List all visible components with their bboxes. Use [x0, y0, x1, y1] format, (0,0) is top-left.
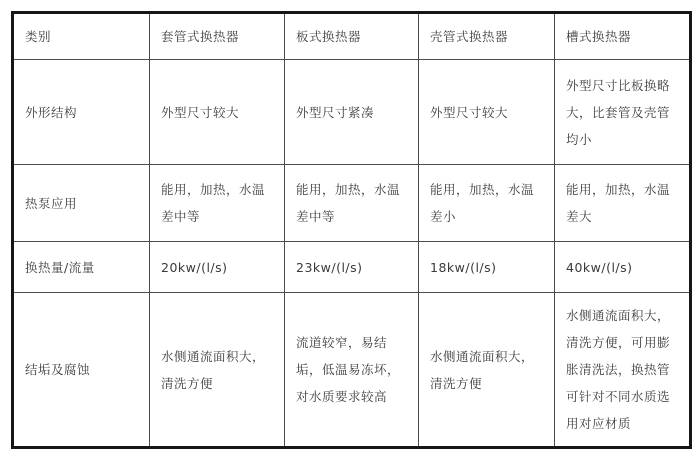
cell: 流道较窄，易结垢，低温易冻坏，对水质要求较高: [285, 293, 419, 448]
header-cell-category: 类别: [13, 13, 150, 60]
cell: 能用，加热，水温差中等: [285, 165, 419, 242]
header-cell-double-pipe: 套管式换热器: [150, 13, 285, 60]
cell: 水侧通流面积大，清洗方便，可用膨胀清洗法，换热管可针对不同水质选用对应材质: [555, 293, 691, 448]
cell: 23kw/(l/s): [285, 242, 419, 293]
row-label: 换热量/流量: [13, 242, 150, 293]
cell: 18kw/(l/s): [419, 242, 555, 293]
cell: 外型尺寸较大: [419, 60, 555, 165]
header-row: [13, 13, 691, 60]
cell: 水侧通流面积大，清洗方便: [419, 293, 555, 448]
cell: 外型尺寸较大: [150, 60, 285, 165]
table-row-shape: [13, 60, 691, 165]
table-row-fouling-corrosion: [13, 293, 691, 448]
row-label: 热泵应用: [13, 165, 150, 242]
cell: 外型尺寸比板换略大，比套管及壳管均小: [555, 60, 691, 165]
table-row-heatpump-use: [13, 165, 691, 242]
cell: 能用，加热，水温差大: [555, 165, 691, 242]
cell: 能用，加热，水温差中等: [150, 165, 285, 242]
header-cell-shell-tube: 壳管式换热器: [419, 13, 555, 60]
cell: 水侧通流面积大，清洗方便: [150, 293, 285, 448]
cell: 40kw/(l/s): [555, 242, 691, 293]
cell: 20kw/(l/s): [150, 242, 285, 293]
row-label: 结垢及腐蚀: [13, 293, 150, 448]
heat-exchanger-comparison-table: [11, 11, 692, 449]
header-cell-plate: 板式换热器: [285, 13, 419, 60]
header-cell-tank: 槽式换热器: [555, 13, 691, 60]
table-row-capacity-flow: [13, 242, 691, 293]
row-label: 外形结构: [13, 60, 150, 165]
cell: 能用，加热，水温差小: [419, 165, 555, 242]
cell: 外型尺寸紧凑: [285, 60, 419, 165]
